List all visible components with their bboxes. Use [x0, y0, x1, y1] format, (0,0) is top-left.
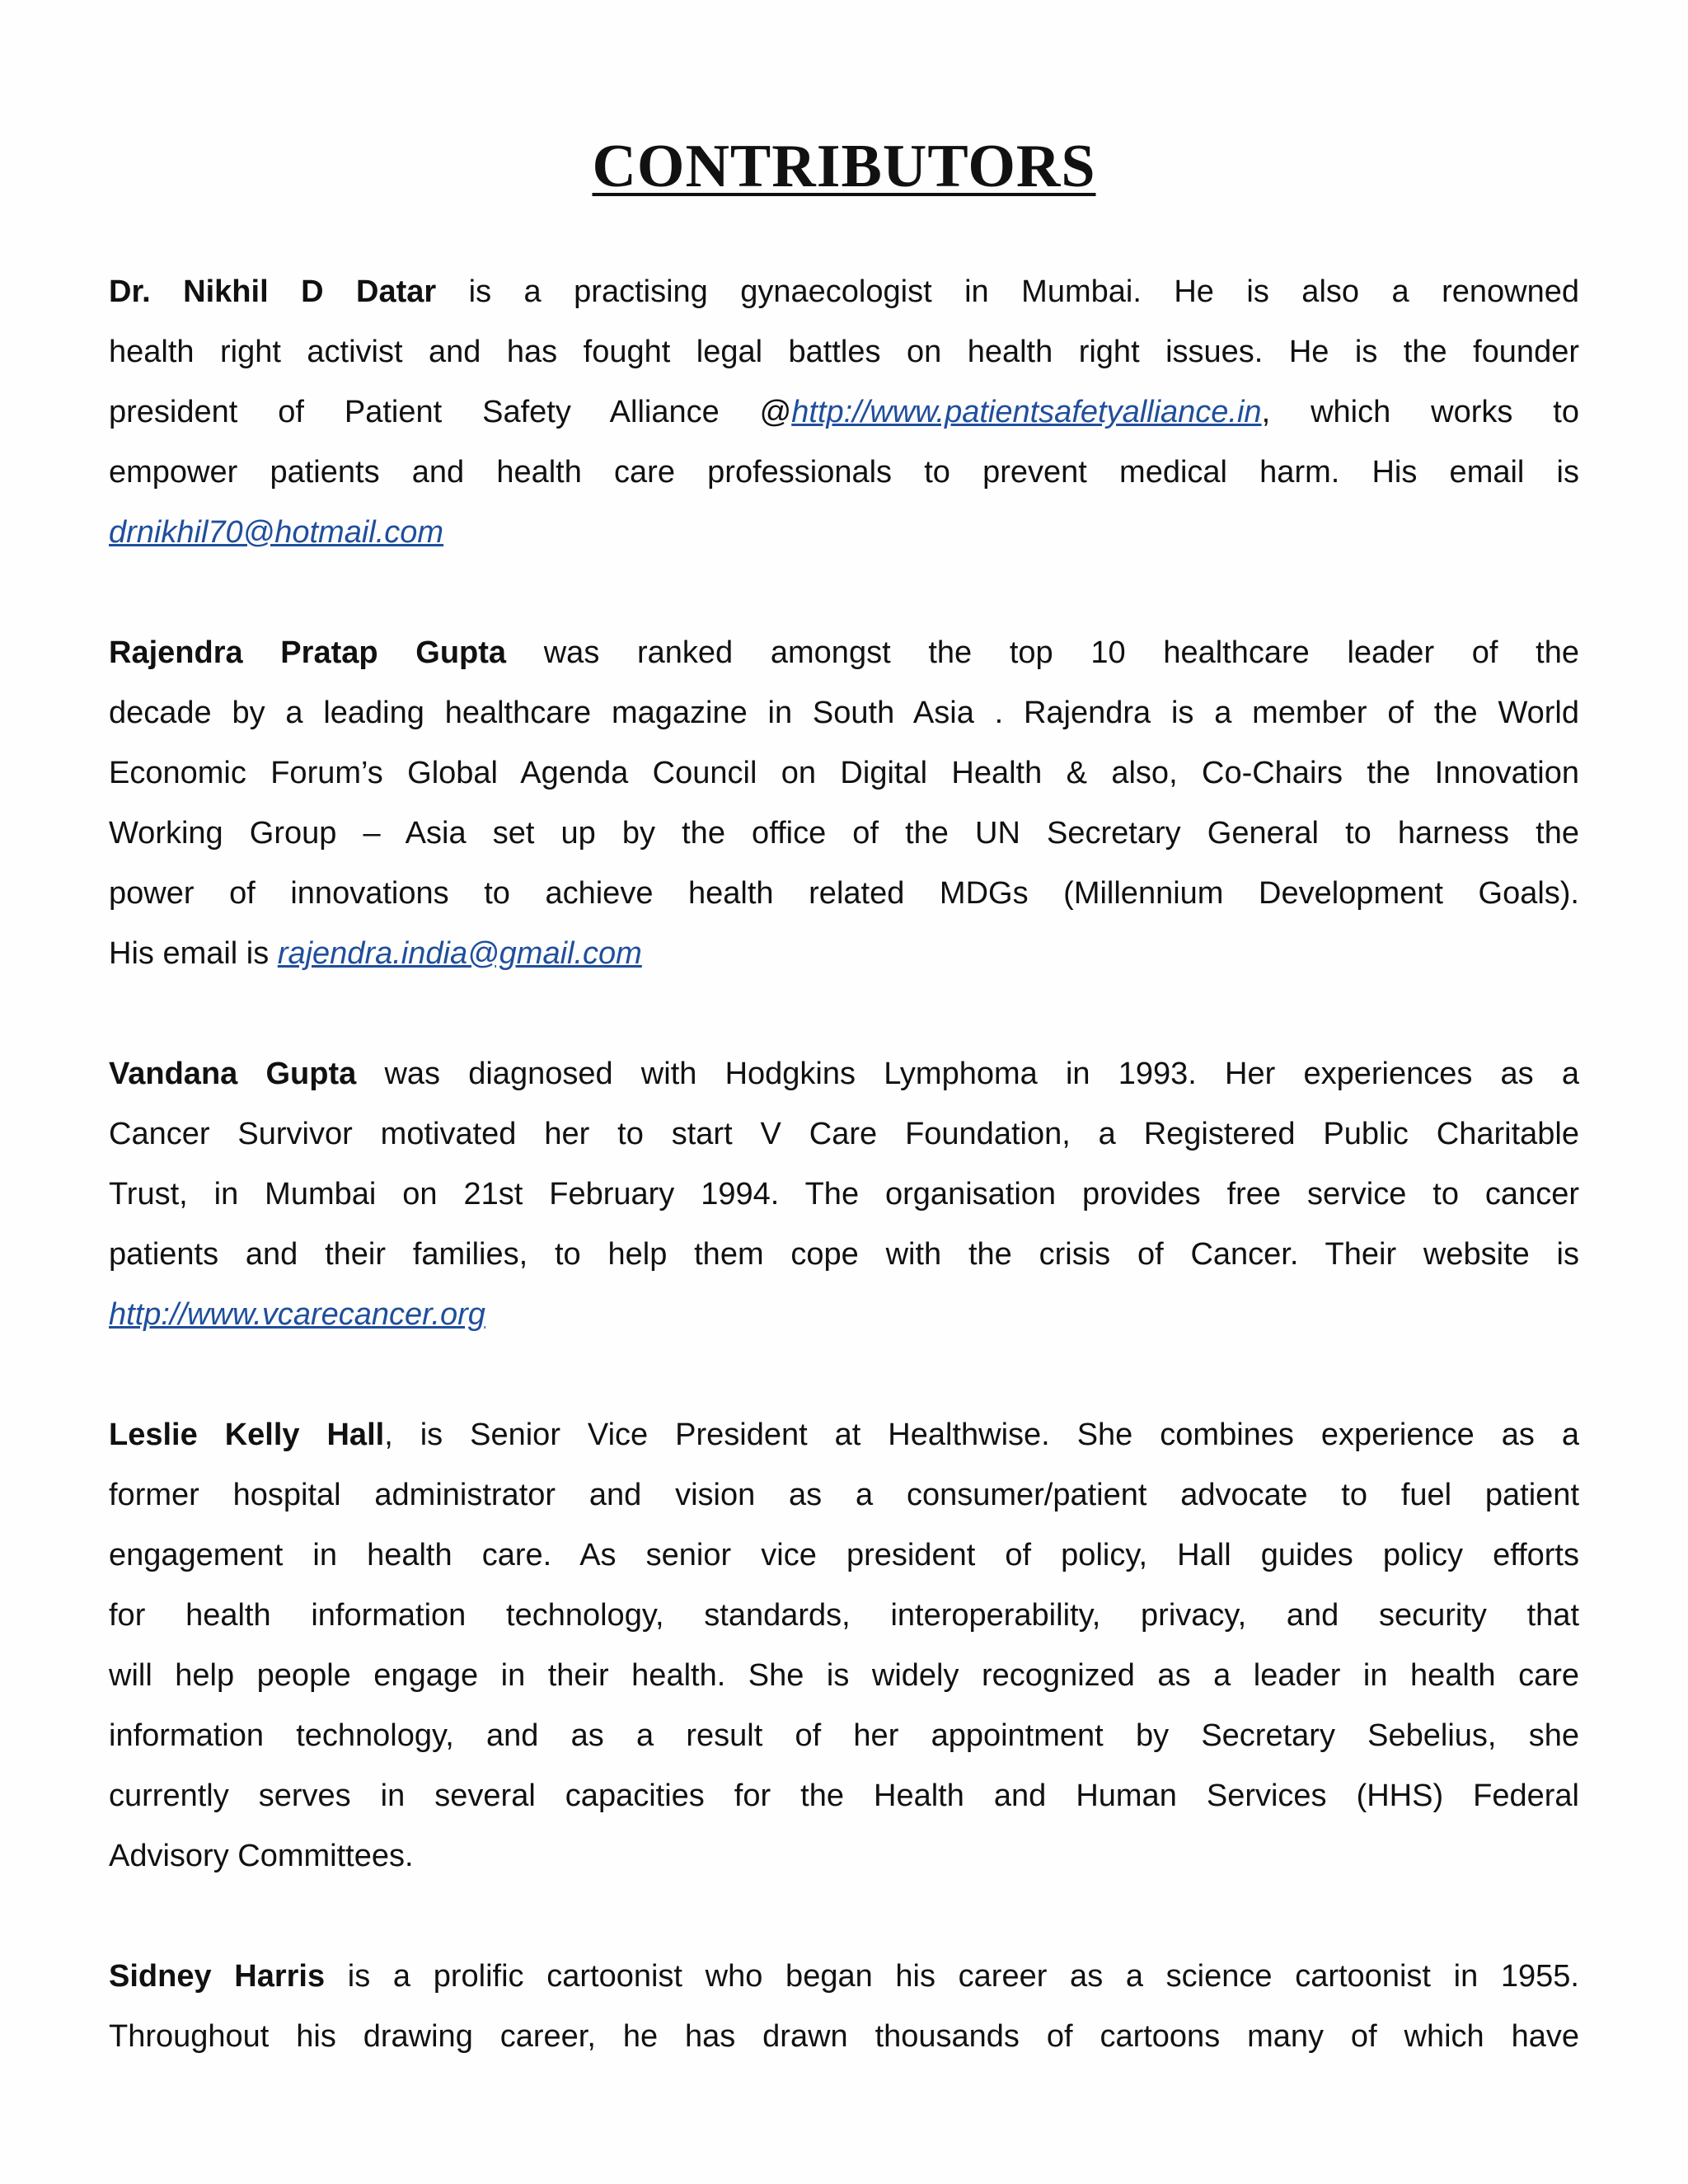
- contributor-paragraph: [109, 1947, 1579, 2067]
- hyperlink[interactable]: http://www.patientsafetyalliance.in: [791, 395, 1262, 429]
- body-text: Cancer Survivor motivated her to start V Care Foundation, a Registered Public Charitable: [109, 1117, 1579, 1151]
- text-line: [109, 1285, 1579, 1345]
- contributor-paragraph: [109, 623, 1579, 984]
- page-title: CONTRIBUTORS: [592, 133, 1096, 200]
- text-line: [109, 1465, 1579, 1526]
- body-text: is a practising gynaecologist in Mumbai. He is also a renowned: [436, 274, 1579, 309]
- contributors-body: [109, 262, 1579, 2067]
- contributor-name: Sidney Harris: [109, 1959, 326, 1994]
- contributor-paragraph: [109, 262, 1579, 563]
- body-text: for health information technology, standards, interoperability, privacy, and security that: [109, 1598, 1579, 1633]
- text-line: [109, 864, 1579, 924]
- text-line: [109, 1526, 1579, 1586]
- text-line: [109, 443, 1579, 503]
- body-text: , which works to: [1261, 395, 1579, 429]
- contributor-name: Rajendra Pratap Gupta: [109, 635, 507, 670]
- contributor-paragraph: [109, 1405, 1579, 1886]
- body-text: was diagnosed with Hodgkins Lymphoma in 1993. Her experiences as a: [356, 1057, 1580, 1091]
- body-text: Economic Forum’s Global Agenda Council on Digital Health & also, Co-Chairs the Innovation: [109, 756, 1579, 790]
- text-line: [109, 1104, 1579, 1165]
- text-line: [109, 1947, 1579, 2007]
- text-line: [109, 382, 1579, 443]
- hyperlink[interactable]: http://www.vcarecancer.org: [109, 1297, 485, 1332]
- text-line: [109, 503, 1579, 563]
- contributor-name: Vandana Gupta: [109, 1057, 357, 1091]
- body-text: was ranked amongst the top 10 healthcare leader of the: [506, 635, 1580, 670]
- text-line: [109, 1405, 1579, 1465]
- body-text: patients and their families, to help them cope with the crisis of Cancer. Their website is: [109, 1237, 1579, 1272]
- text-line: [109, 1165, 1579, 1225]
- text-line: [109, 262, 1579, 322]
- text-line: [109, 1826, 1579, 1886]
- body-text: decade by a leading healthcare magazine in South Asia . Rajendra is a member of the World: [109, 696, 1579, 730]
- text-line: [109, 1225, 1579, 1285]
- body-text: is a prolific cartoonist who began his career as a science cartoonist in 1955.: [325, 1959, 1579, 1994]
- text-line: [109, 1766, 1579, 1826]
- body-text: power of innovations to achieve health related MDGs (Millennium Development Goals).: [109, 876, 1579, 911]
- paragraph-gap: [109, 1886, 1579, 1947]
- contributor-name: Leslie Kelly Hall: [109, 1418, 385, 1452]
- contributor-paragraph: [109, 1044, 1579, 1345]
- body-text: engagement in health care. As senior vice president of policy, Hall guides policy efforts: [109, 1538, 1579, 1572]
- body-text: former hospital administrator and vision as a consumer/patient advocate to fuel patient: [109, 1478, 1579, 1512]
- hyperlink[interactable]: drnikhil70@hotmail.com: [109, 515, 444, 550]
- text-line: [109, 2007, 1579, 2067]
- paragraph-gap: [109, 563, 1579, 623]
- text-line: [109, 322, 1579, 382]
- text-line: [109, 804, 1579, 864]
- body-text: Throughout his drawing career, he has drawn thousands of cartoons many of which have: [109, 2019, 1579, 2054]
- body-text: will help people engage in their health. She is widely recognized as a leader in health care: [109, 1658, 1579, 1693]
- body-text: His email is: [109, 936, 278, 971]
- text-line: [109, 623, 1579, 683]
- text-line: [109, 743, 1579, 804]
- body-text: information technology, and as a result of her appointment by Secretary Sebelius, she: [109, 1718, 1579, 1753]
- body-text: , is Senior Vice President at Healthwise. She combines experience as a: [384, 1418, 1579, 1452]
- body-text: president of Patient Safety Alliance @: [109, 395, 792, 429]
- contributor-name: Dr. Nikhil D Datar: [109, 274, 437, 309]
- hyperlink[interactable]: rajendra.india@gmail.com: [277, 936, 642, 971]
- text-line: [109, 924, 1579, 984]
- text-line: [109, 1706, 1579, 1766]
- paragraph-gap: [109, 1345, 1579, 1405]
- body-text: Working Group – Asia set up by the office of the UN Secretary General to harness the: [109, 816, 1579, 851]
- body-text: Trust, in Mumbai on 21st February 1994. The organisation provides free service to cancer: [109, 1177, 1579, 1212]
- text-line: [109, 1044, 1579, 1104]
- body-text: empower patients and health care professionals to prevent medical harm. His email is: [109, 455, 1579, 490]
- body-text: health right activist and has fought legal battles on health right issues. He is the founder: [109, 335, 1579, 369]
- text-line: [109, 683, 1579, 743]
- text-line: [109, 1646, 1579, 1706]
- text-line: [109, 1586, 1579, 1646]
- body-text: Advisory Committees.: [109, 1839, 414, 1873]
- paragraph-gap: [109, 984, 1579, 1044]
- body-text: currently serves in several capacities for the Health and Human Services (HHS) Federal: [109, 1779, 1579, 1813]
